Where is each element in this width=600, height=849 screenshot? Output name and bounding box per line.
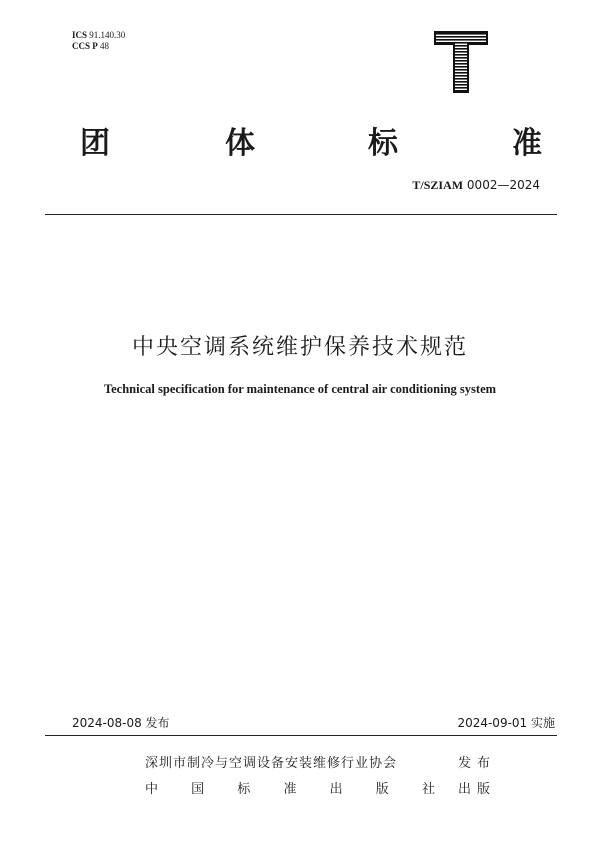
title-english: Technical specification for maintenance of central air conditioning system xyxy=(103,382,497,396)
standard-type-char: 准 xyxy=(512,126,542,161)
top-divider xyxy=(45,214,557,215)
title-chinese: 中央空调系统维护保养技术规范 xyxy=(131,335,468,360)
publisher-char: 准 xyxy=(283,782,297,797)
issue-date: 2024-08-08 发布 xyxy=(72,716,170,730)
publisher-char: 中 xyxy=(145,782,159,797)
standard-prefix: T/SZIAM xyxy=(412,178,464,192)
issuer-name: 深圳市制冷与空调设备安装维修行业协会 xyxy=(145,756,398,771)
classification-codes xyxy=(72,30,125,52)
standard-type-char: 团 xyxy=(80,126,110,161)
publisher-char: 版 xyxy=(375,782,389,797)
standard-type-char: 标 xyxy=(368,126,398,161)
publisher-char: 标 xyxy=(237,782,251,797)
publisher-name xyxy=(145,778,435,797)
standard-type-char: 体 xyxy=(225,126,255,161)
mark-letter: T xyxy=(433,30,434,31)
publisher-char: 社 xyxy=(421,782,435,797)
ccs-line: CCS P 48 xyxy=(72,41,110,51)
publisher-char: 出 xyxy=(329,782,343,797)
standard-code: 0002—2024 xyxy=(466,178,540,192)
publisher-action: 出版 xyxy=(458,782,497,797)
issuer-action: 发布 xyxy=(458,756,497,771)
ics-line: ICS 91.140.30 xyxy=(72,30,126,40)
bottom-divider xyxy=(45,735,557,736)
standard-number xyxy=(412,178,540,193)
implement-date: 2024-09-01 实施 xyxy=(457,716,555,730)
publisher-char: 国 xyxy=(191,782,205,797)
standard-mark-t xyxy=(433,30,489,94)
